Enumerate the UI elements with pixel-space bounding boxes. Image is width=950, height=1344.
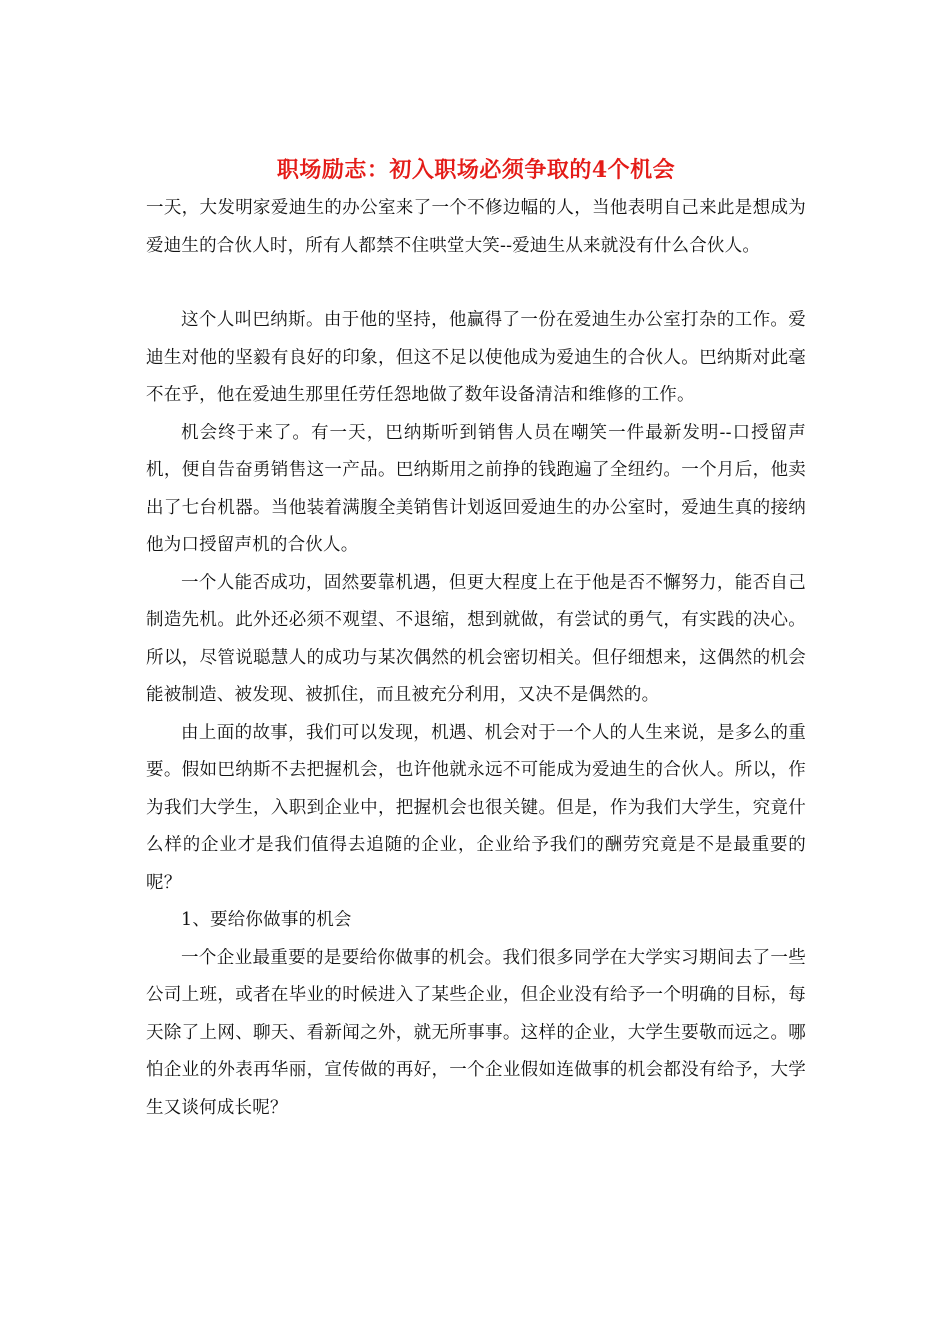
paragraph-section-1: 一个企业最重要的是要给你做事的机会。我们很多同学在大学实习期间去了一些公司上班，或者在毕业的时候进入了某些企业，但企业没有给予一个明确的目标，每天除了上网、聊天、看新闻之外，就无所事事。这样的企业，大学生要敬而远之。哪怕企业的外表再华丽，宣传做的再好，一个企业假如连做事的机会都没有给予，大学生又谈何成长呢？ [146, 947, 806, 1118]
paragraph-opportunity: 机会终于来了。有一天，巴纳斯听到销售人员在嘲笑一件最新发明--口授留声机，便自告奋勇销售这一产品。巴纳斯用之前挣的钱跑遍了全纽约。一个月后，他卖出了七台机器。当他装着满腹全美销售计划返回爱迪生的办公室时，爱迪生真的接纳他为口授留声机的合伙人。 [146, 422, 806, 555]
paragraph-lesson: 由上面的故事，我们可以发现，机遇、机会对于一个人的人生来说，是多么的重要。假如巴纳斯不去把握机会，也许他就永远不可能成为爱迪生的合伙人。所以，作为我们大学生，入职到企业中，把握机会也很关键。但是，作为我们大学生，究竟什么样的企业才是我们值得去追随的企业，企业给予我们的酬劳究竟是不是最重要的呢？ [146, 722, 806, 893]
document-title: 职场励志：初入职场必须争取的4个机会 [276, 157, 676, 183]
paragraph-intro: 一天，大发明家爱迪生的办公室来了一个不修边幅的人，当他表明自己来此是想成为爱迪生的合伙人时，所有人都禁不住哄堂大笑--爱迪生从来就没有什么合伙人。 [146, 198, 806, 256]
paragraph-barnes: 这个人叫巴纳斯。由于他的坚持，他赢得了一份在爱迪生办公室打杂的工作。爱迪生对他的坚毅有良好的印象，但这不足以使他成为爱迪生的合伙人。巴纳斯对此毫不在乎，他在爱迪生那里任劳任怨地做了数年设备清洁和维修的工作。 [146, 310, 806, 405]
paragraph-success: 一个人能否成功，固然要靠机遇，但更大程度上在于他是否不懈努力，能否自己制造先机。此外还必须不观望、不退缩，想到就做，有尝试的勇气，有实践的决心。所以，尽管说聪慧人的成功与某次偶然的机会密切相关。但仔细想来，这偶然的机会能被制造、被发现、被抓住，而且被充分利用，又决不是偶然的。 [146, 572, 806, 705]
paragraph-spacer [146, 265, 806, 302]
document-page [146, 150, 806, 1127]
section-heading-1: 1、要给你做事的机会 [181, 910, 352, 930]
